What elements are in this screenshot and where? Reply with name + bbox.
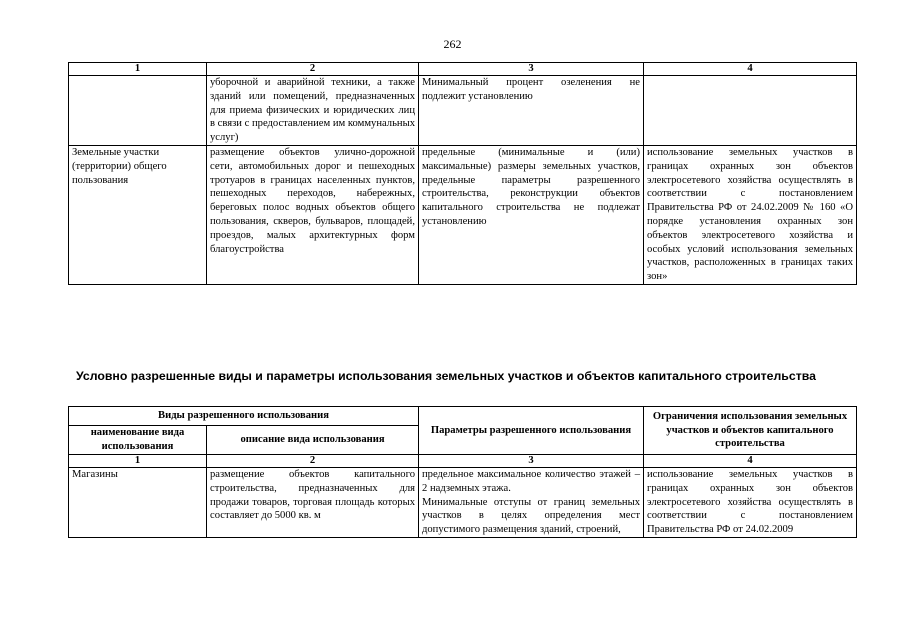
parameters-line: Минимальные отступы от границ земельных участков в целях определения мест допустимого размещения зданий, строений, bbox=[422, 496, 640, 536]
column-number-row bbox=[69, 63, 857, 76]
table-header-row bbox=[69, 407, 857, 426]
column-number-row bbox=[69, 455, 857, 468]
column-number: 4 bbox=[644, 63, 857, 76]
column-number: 3 bbox=[419, 63, 644, 76]
land-use-table-continued bbox=[68, 62, 857, 285]
header-group-cell: Виды разрешенного использования bbox=[69, 407, 419, 426]
use-name-cell: Магазины bbox=[69, 468, 207, 538]
table-row bbox=[69, 145, 857, 284]
use-name-cell bbox=[69, 76, 207, 146]
conditional-use-table bbox=[68, 406, 857, 538]
header-description-cell: описание вида использования bbox=[207, 426, 419, 455]
parameters-cell: предельные (минимальные и (или) максимальные) размеры земельных участков, предельные параметры разрешенного строительства, реконструкции объектов капитального строительства не подлежат установлению bbox=[419, 145, 644, 284]
page-number: 262 bbox=[443, 37, 462, 51]
column-number: 2 bbox=[207, 455, 419, 468]
restrictions-cell: использование земельных участков в границах охранных зон объектов электросетевого хозяйства осуществлять в соответствии с постановлением Правительства РФ от 24.02.2009 bbox=[644, 468, 857, 538]
table-row bbox=[69, 76, 857, 146]
parameters-line: предельное максимальное количество этажей – 2 надземных этажа. bbox=[422, 469, 640, 494]
parameters-cell bbox=[419, 468, 644, 538]
use-name-cell: Земельные участки (территории) общего пользования bbox=[69, 145, 207, 284]
use-description-cell: размещение объектов капитального строительства, предназначенных для продажи товаров, торговая площадь которых составляет до 5000 кв. м bbox=[207, 468, 419, 538]
use-description-cell: уборочной и аварийной техники, а также зданий или помещений, предназначенных для приема физических и юридических лиц в связи с предоставлением им коммунальных услуг) bbox=[207, 76, 419, 146]
table-row bbox=[69, 468, 857, 538]
use-description-cell: размещение объектов улично-дорожной сети, автомобильных дорог и пешеходных тротуаров в границах населенных пунктов, пешеходных переходов, набережных, береговых полос водных объектов общего пользования, скверов, бульваров, площадей, проездов, малых архитектурных форм благоустройства bbox=[207, 145, 419, 284]
column-number: 4 bbox=[644, 455, 857, 468]
column-number: 1 bbox=[69, 455, 207, 468]
section-title: Условно разрешенные виды и параметры использования земельных участков и объектов капитального строительства bbox=[76, 369, 816, 383]
column-number: 3 bbox=[419, 455, 644, 468]
parameters-cell: Минимальный процент озеленения не подлежит установлению bbox=[419, 76, 644, 146]
column-number: 2 bbox=[207, 63, 419, 76]
header-restrictions-cell: Ограничения использования земельных участков и объектов капитального строительства bbox=[644, 407, 857, 455]
header-name-cell: наименование вида использования bbox=[69, 426, 207, 455]
restrictions-cell: использование земельных участков в границах охранных зон объектов электросетевого хозяйства осуществлять в соответствии с постановлением Правительства РФ от 24.02.2009 № 160 «О порядке установления охранных зон объектов электросетевого хозяйства и особых условий использования земельных участков, расположенных в границах таких зон» bbox=[644, 145, 857, 284]
restrictions-cell bbox=[644, 76, 857, 146]
column-number: 1 bbox=[69, 63, 207, 76]
header-parameters-cell: Параметры разрешенного использования bbox=[419, 407, 644, 455]
